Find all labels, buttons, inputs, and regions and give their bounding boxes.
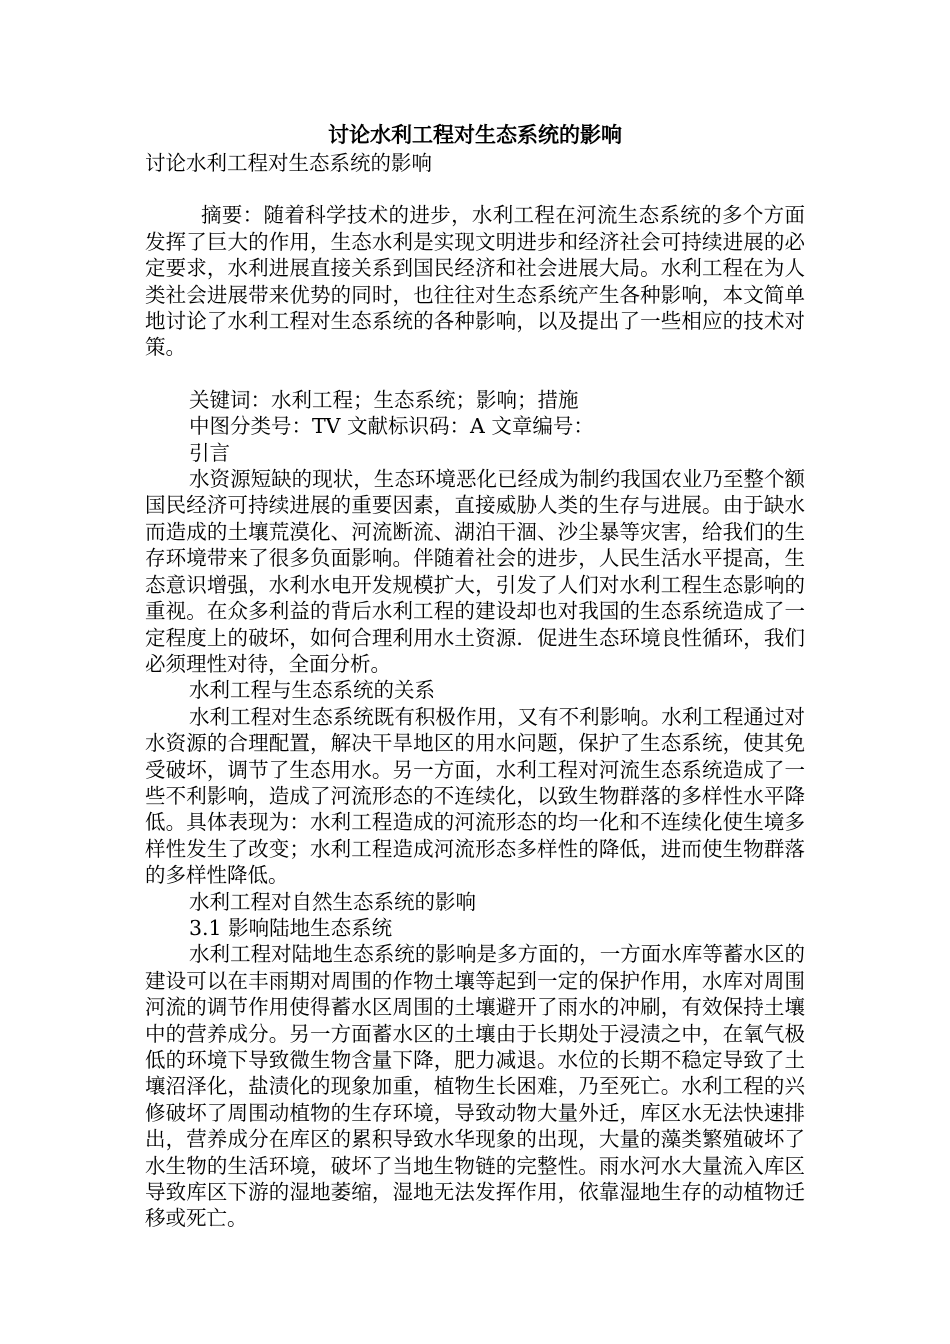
document-body [145,150,805,1232]
document-title: 讨论水利工程对生态系统的影响 [328,123,622,147]
section-2-heading: 水利工程对自然生态系统的影响 [189,889,476,914]
subsection-3-1-heading: 3.1 影响陆地生态系统 [189,915,393,940]
document-subtitle: 讨论水利工程对生态系统的影响 [145,151,432,175]
spacer [145,176,805,202]
section-1-paragraph: 水利工程对生态系统既有积极作用，又有不利影响。水利工程通过对水资源的合理配置，解决干旱地区的用水问题，保护了生态系统，使其免受破坏，调节了生态用水。另一方面，水利工程对河流生态系统造成了一些不利影响，造成了河流形态的不连续化，以致生物群落的多样性水平降低。具体表现为：水利工程造成的河流形态的均一化和不连续化使生境多样性发生了改变；水利工程造成河流形态多样性的降低，进而使生物群落的多样性降低。 [145,704,805,888]
intro-heading: 引言 [189,440,230,465]
spacer [145,361,805,387]
keywords-line: 关键词：水利工程；生态系统；影响；措施 [189,387,579,412]
subsection-3-1-paragraph: 水利工程对陆地生态系统的影响是多方面的，一方面水库等蓄水区的建设可以在丰雨期对周围的作物土壤等起到一定的保护作用，水库对周围河流的调节作用使得蓄水区周围的土壤避开了雨水的冲刷，有效保持土壤中的营养成分。另一方面蓄水区的土壤由于长期处于浸渍之中，在氧气极低的环境下导致微生物含量下降，肥力减退。水位的长期不稳定导致了土壤沼泽化，盐渍化的现象加重，植物生长困难，乃至死亡。水利工程的兴修破坏了周围动植物的生存环境，导致动物大量外迁，库区水无法快速排出，营养成分在库区的累积导致水华现象的出现，大量的藻类繁殖破坏了水生物的生活环境，破坏了当地生物链的完整性。雨水河水大量流入库区导致库区下游的湿地萎缩，湿地无法发挥作用，依靠湿地生存的动植物迁移或死亡。 [145,942,805,1231]
abstract-paragraph: 摘要：随着科学技术的进步，水利工程在河流生态系统的多个方面发挥了巨大的作用，生态水利是实现文明进步和经济社会可持续进展的必定要求，水利进展直接关系到国民经济和社会进展大局。水利工程在为人类社会进展带来优势的同时，也往往对生态系统产生各种影响，本文简单地讨论了水利工程对生态系统的各种影响，以及提出了一些相应的技术对策。 [145,203,805,360]
classification-line: 中图分类号：TV 文献标识码：A 文章编号： [189,414,594,439]
section-1-heading: 水利工程与生态系统的关系 [189,678,435,703]
intro-paragraph: 水资源短缺的现状，生态环境恶化已经成为制约我国农业乃至整个额国民经济可持续进展的重要因素，直接威胁人类的生存与进展。由于缺水而造成的土壤荒漠化、河流断流、湖泊干涸、沙尘暴等灾害，给我们的生存环境带来了很多负面影响。伴随着社会的进步，人民生活水平提高，生态意识增强，水利水电开发规模扩大，引发了人们对水利工程生态影响的重视。在众多利益的背后水利工程的建设却也对我国的生态系统造成了一定程度上的破坏，如何合理利用水土资源．促进生态环境良性循环，我们必须理性对待，全面分析。 [145,467,805,676]
